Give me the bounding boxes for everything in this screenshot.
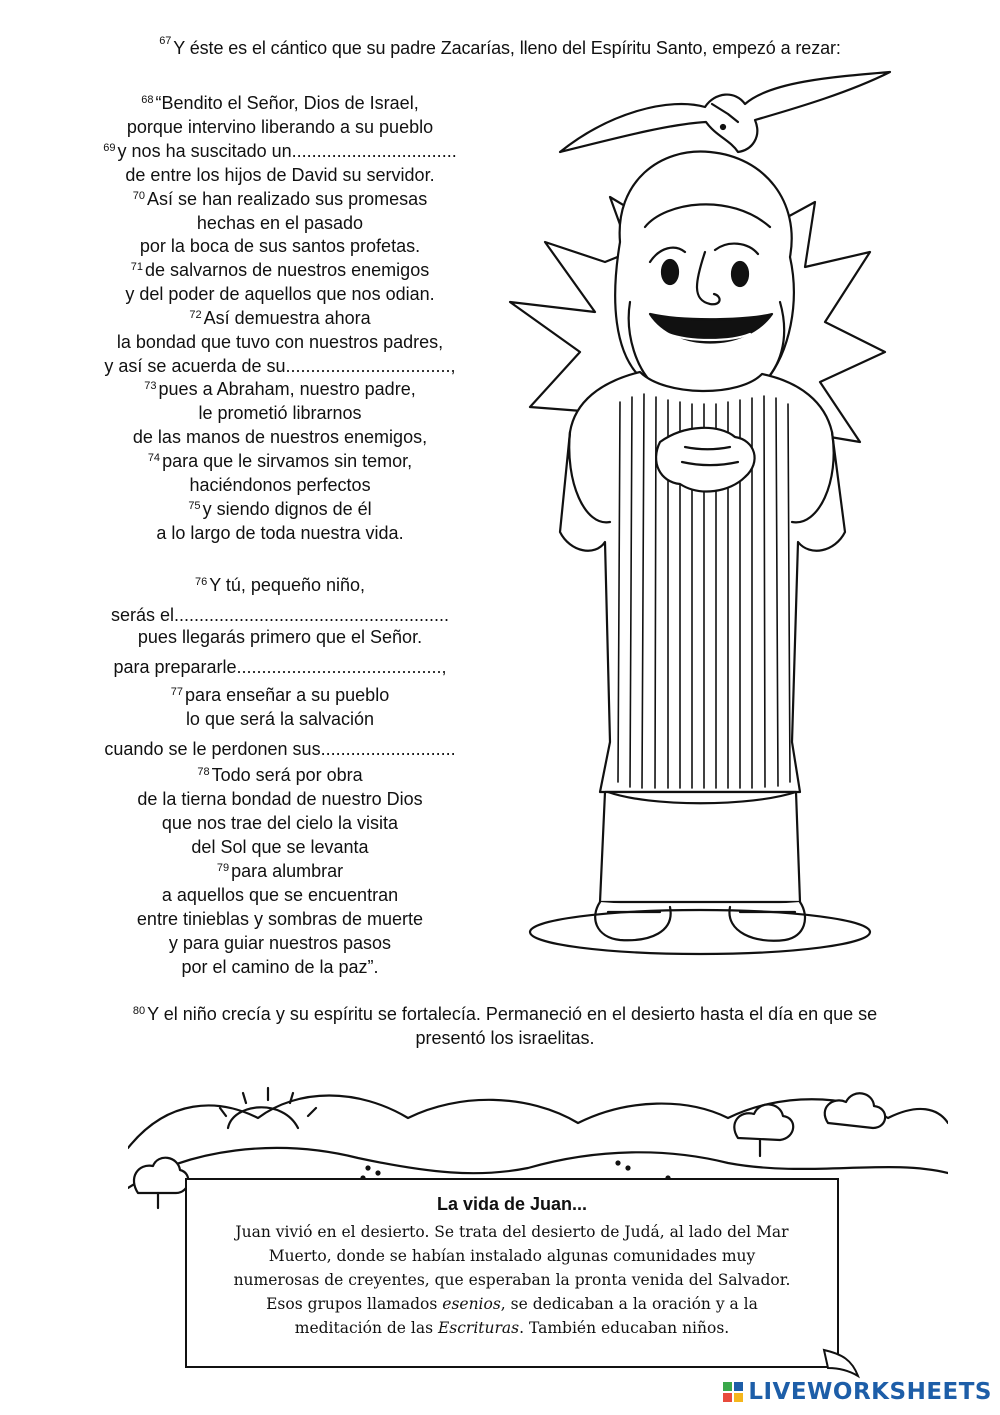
left-sandal <box>595 902 670 940</box>
tree-left <box>134 1158 188 1208</box>
brand <box>722 1379 992 1405</box>
canticle-text: a lo largo de toda nuestra vida. <box>156 523 404 543</box>
canticle-line <box>60 860 500 882</box>
canticle-text: a aquellos que se encuentran <box>161 885 399 905</box>
verse-number: 76 <box>194 576 208 588</box>
canticle-line <box>60 235 500 257</box>
canticle-line <box>60 764 500 786</box>
canticle-line <box>60 402 500 424</box>
info-text: Esos grupos llamados <box>266 1295 443 1313</box>
verse-number: 80 <box>132 1005 146 1017</box>
canticle-text: de la tierna bondad de nuestro Dios <box>137 789 423 809</box>
verse-number: 74 <box>147 452 161 464</box>
closing-line-2: presentó los israelitas. <box>415 1028 595 1048</box>
canticle-text: lo que será la salvación <box>185 709 375 729</box>
canticle-text: “Bendito el Señor, Dios de Israel, <box>155 93 419 113</box>
canticle-text: de salvarnos de nuestros enemigos <box>145 260 430 280</box>
verse-number: 79 <box>216 862 230 874</box>
canticle-text: y siendo dignos de él <box>202 499 372 519</box>
canticle-line <box>60 884 500 906</box>
canticle-text: para prepararle........................................., <box>113 657 447 677</box>
canticle-text: porque intervino liberando a su pueblo <box>126 117 434 137</box>
verse-number: 75 <box>188 500 201 512</box>
canticle-text: le prometió librarnos <box>198 403 362 423</box>
canticle-text: y del poder de aquellos que nos odian. <box>125 284 435 304</box>
info-text: meditación de las <box>294 1319 438 1337</box>
canticle-text: Todo será por obra <box>211 765 363 785</box>
verse-number: 68 <box>141 94 154 106</box>
canticle-line <box>60 498 500 520</box>
canticle-line <box>60 788 500 810</box>
canticle-line <box>60 908 500 930</box>
canticle-text: Así se han realizado sus promesas <box>147 189 428 209</box>
info-box <box>185 1178 839 1368</box>
info-line-4 <box>197 1292 827 1316</box>
canticle-line <box>60 378 500 400</box>
info-line-2: Muerto, donde se habían instalado algunas comunidades muy <box>268 1247 756 1265</box>
canticle-text: serás el....................................................... <box>110 605 450 625</box>
canticle-text: entre tinieblas y sombras de muerte <box>136 909 424 929</box>
canticle-line <box>60 426 500 448</box>
canticle-line <box>60 836 500 858</box>
canticle-line <box>60 684 500 706</box>
verse-number: 71 <box>130 261 144 273</box>
info-line-1: Juan vivió en el desierto. Se trata del desierto de Judá, al lado del Mar <box>235 1223 789 1241</box>
canticle-line <box>60 355 500 377</box>
canticle-line <box>60 604 500 626</box>
canticle-text: y para guiar nuestros pasos <box>168 933 392 953</box>
canticle-line <box>60 188 500 210</box>
canticle-text: por el camino de la paz”. <box>181 957 379 977</box>
verse-number: 69 <box>103 142 116 154</box>
canticle-text: pues llegarás primero que el Señor. <box>137 627 423 647</box>
canticle-line <box>60 92 500 114</box>
info-line-5 <box>197 1316 827 1340</box>
canticle-text: para enseñar a su pueblo <box>185 685 390 705</box>
dove-icon <box>560 72 890 152</box>
canticle-line <box>60 331 500 353</box>
canticle-line <box>60 307 500 329</box>
canticle-text: por la boca de sus santos profetas. <box>139 236 421 256</box>
zacarias-illustration <box>500 52 900 962</box>
liveworksheets-logo-icon <box>722 1381 744 1403</box>
canticle-text: del Sol que se levanta <box>191 837 369 857</box>
canticle-line <box>60 574 500 596</box>
verse-number: 67 <box>159 35 172 47</box>
info-text: , se dedicaban a la oración y a la <box>500 1295 758 1313</box>
canticle-text: pues a Abraham, nuestro padre, <box>158 379 416 399</box>
canticle-line <box>60 626 500 648</box>
canticle-line <box>60 932 500 954</box>
intro-line: Y éste es el cántico que su padre Zacarías, lleno del Espíritu Santo, empezó a rezar: <box>173 38 841 58</box>
canticle-line <box>60 522 500 544</box>
canticle-text: cuando se le perdonen sus........................... <box>104 739 456 759</box>
canticle-text: y nos ha suscitado un................................. <box>117 141 457 161</box>
canticle-text: Así demuestra ahora <box>203 308 371 328</box>
info-emphasis: esenios <box>442 1295 501 1313</box>
canticle-text: para alumbrar <box>231 861 344 881</box>
closing-verse <box>70 1002 940 1050</box>
canticle-line <box>60 259 500 281</box>
info-box-title: La vida de Juan... <box>436 1194 588 1214</box>
right-sandal <box>729 902 805 941</box>
canticle-line <box>60 708 500 730</box>
verse-number: 78 <box>197 766 210 778</box>
canticle-line <box>60 656 500 678</box>
info-line-3: numerosas de creyentes, que esperaban la pronta venida del Salvador. <box>233 1271 791 1289</box>
canticle-line <box>60 140 500 162</box>
canticle-text: para que le sirvamos sin temor, <box>162 451 413 471</box>
canticle-text: de entre los hijos de David su servidor. <box>125 165 435 185</box>
canticle-line <box>60 450 500 472</box>
scroll-curl <box>822 1344 862 1384</box>
canticle-line <box>60 474 500 496</box>
canticle-text: hechas en el pasado <box>196 213 364 233</box>
canticle-line <box>60 116 500 138</box>
info-text: . También educaban niños. <box>519 1319 730 1337</box>
canticle-line <box>60 738 500 760</box>
tree-right <box>734 1093 885 1156</box>
verse-number: 70 <box>132 190 146 202</box>
canticle-line <box>60 283 500 305</box>
info-emphasis: Escrituras <box>437 1319 520 1337</box>
canticle-line <box>60 956 500 978</box>
verse-number: 73 <box>144 380 157 392</box>
canticle-line <box>60 812 500 834</box>
ground <box>530 910 870 954</box>
info-box-text <box>197 1220 827 1340</box>
canticle-line <box>60 164 500 186</box>
canticle-text: Y tú, pequeño niño, <box>209 575 366 595</box>
canticle-line <box>60 212 500 234</box>
brand-name: LIVEWORKSHEETS <box>748 1379 992 1405</box>
clasped-hands <box>656 428 755 492</box>
canticle-text: que nos trae del cielo la visita <box>161 813 399 833</box>
canticle-text: y así se acuerda de su................................., <box>104 356 456 376</box>
canticle-text: de las manos de nuestros enemigos, <box>132 427 428 447</box>
verse-number: 72 <box>189 309 202 321</box>
canticle-text: haciéndonos perfectos <box>189 475 371 495</box>
verse-number: 77 <box>170 686 184 698</box>
canticle-text: la bondad que tuvo con nuestros padres, <box>116 332 444 352</box>
closing-line-1: Y el niño crecía y su espíritu se fortalecía. Permaneció en el desierto hasta el día en que se <box>147 1004 878 1024</box>
